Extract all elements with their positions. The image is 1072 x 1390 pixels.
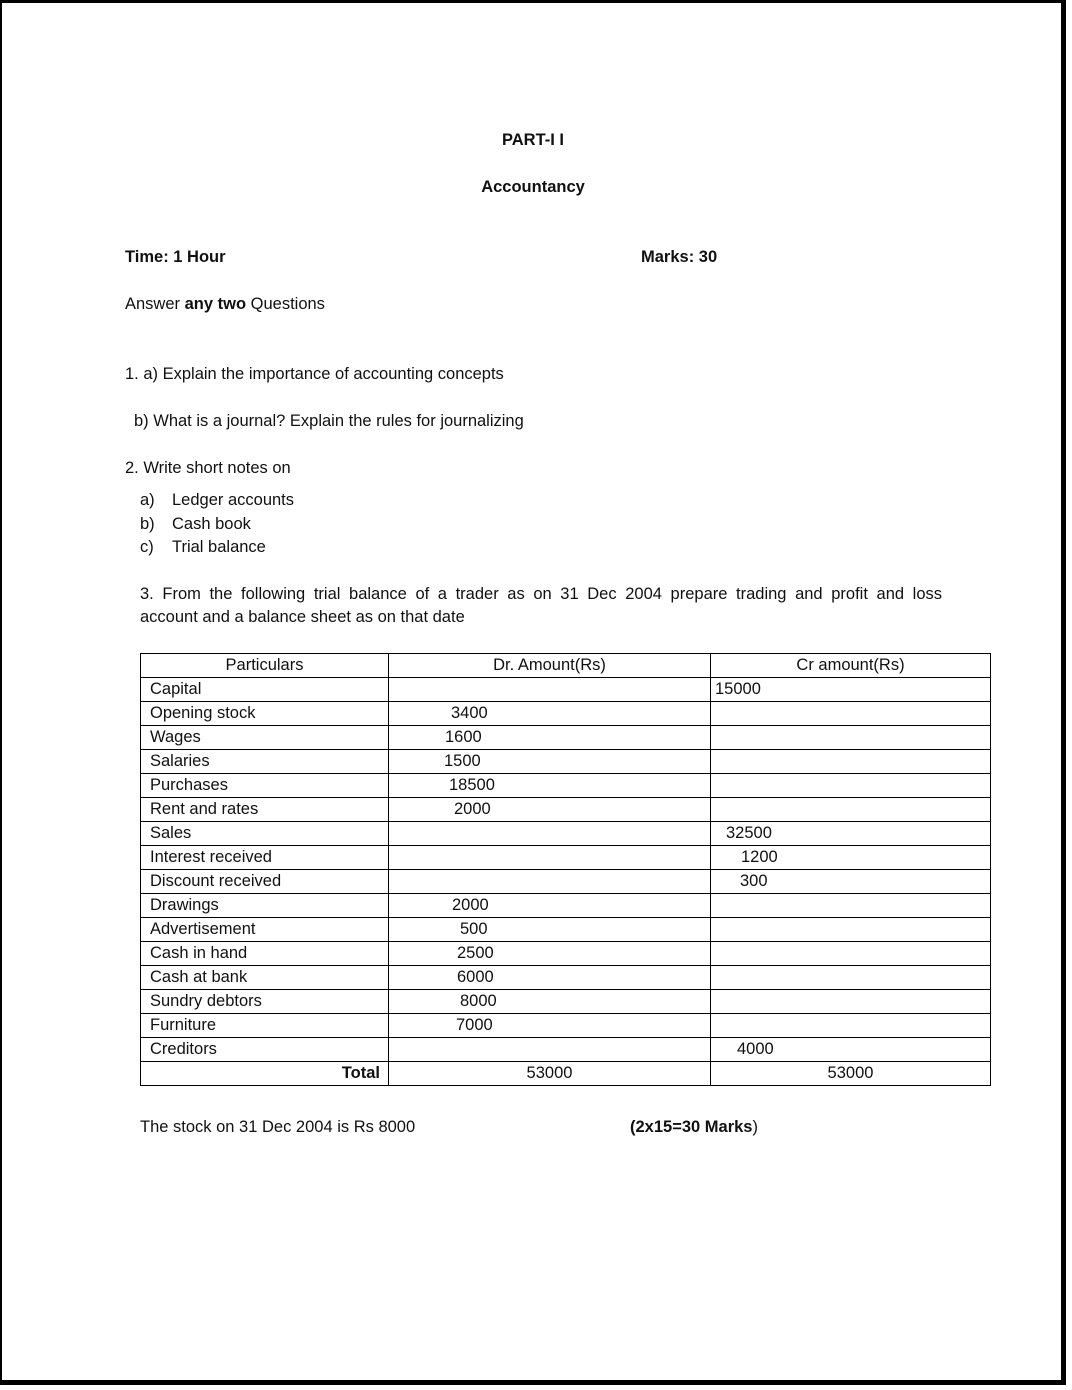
cell-dr: 2000 xyxy=(389,798,711,822)
part-heading: PART-I I xyxy=(501,131,565,149)
total-dr: 53000 xyxy=(389,1062,711,1086)
table-row xyxy=(141,942,991,966)
instruction-post: Questions xyxy=(246,295,325,313)
cell-dr: 7000 xyxy=(389,1014,711,1038)
cell-cr xyxy=(711,702,991,726)
cell-dr: 8000 xyxy=(389,990,711,1014)
total-cr: 53000 xyxy=(711,1062,991,1086)
cell-cr: 4000 xyxy=(711,1038,991,1062)
stock-note: The stock on 31 Dec 2004 is Rs 8000 xyxy=(140,1118,416,1136)
table-row xyxy=(141,1014,991,1038)
instruction xyxy=(125,295,325,314)
cell-dr: 500 xyxy=(389,918,711,942)
cell-cr xyxy=(711,798,991,822)
cell-particular: Interest received xyxy=(141,846,389,870)
cell-dr xyxy=(389,870,711,894)
cell-cr xyxy=(711,774,991,798)
question-1b: b) What is a journal? Explain the rules for journalizing xyxy=(134,412,524,430)
cell-cr xyxy=(711,990,991,1014)
cell-cr xyxy=(711,942,991,966)
list-item-text: Cash book xyxy=(172,515,251,533)
header-particulars: Particulars xyxy=(141,654,389,678)
table-row xyxy=(141,750,991,774)
table-row xyxy=(141,870,991,894)
cell-particular: Opening stock xyxy=(141,702,389,726)
cell-dr: 6000 xyxy=(389,966,711,990)
cell-cr xyxy=(711,918,991,942)
list-item-text: Ledger accounts xyxy=(172,491,295,509)
table-row xyxy=(141,966,991,990)
cell-particular: Furniture xyxy=(141,1014,389,1038)
table-row xyxy=(141,774,991,798)
cell-dr: 2500 xyxy=(389,942,711,966)
trial-balance-table xyxy=(140,653,991,1086)
cell-particular: Creditors xyxy=(141,1038,389,1062)
table-total-row xyxy=(141,1062,991,1086)
cell-particular: Advertisement xyxy=(141,918,389,942)
cell-cr: 32500 xyxy=(711,822,991,846)
list-item-letter: b) xyxy=(140,515,155,533)
table-row xyxy=(141,702,991,726)
table-row xyxy=(141,678,991,702)
total-marks xyxy=(630,1118,758,1137)
table-row xyxy=(141,822,991,846)
cell-cr xyxy=(711,1014,991,1038)
cell-particular: Cash at bank xyxy=(141,966,389,990)
cell-dr xyxy=(389,846,711,870)
cell-particular: Rent and rates xyxy=(141,798,389,822)
cell-dr: 1600 xyxy=(389,726,711,750)
marks-open: ( xyxy=(630,1118,636,1136)
cell-dr xyxy=(389,1038,711,1062)
marks-bold: 2x15=30 Marks xyxy=(635,1118,753,1136)
table-row xyxy=(141,726,991,750)
time-label: Time: 1 Hour xyxy=(125,248,226,266)
list-item-letter: c) xyxy=(140,538,154,556)
cell-cr xyxy=(711,894,991,918)
instruction-pre: Answer xyxy=(125,295,185,313)
cell-cr xyxy=(711,726,991,750)
cell-cr: 1200 xyxy=(711,846,991,870)
cell-dr xyxy=(389,822,711,846)
cell-particular: Sales xyxy=(141,822,389,846)
cell-dr: 1500 xyxy=(389,750,711,774)
cell-cr xyxy=(711,966,991,990)
question-3-line2: account and a balance sheet as on that date xyxy=(140,608,465,626)
cell-particular: Capital xyxy=(141,678,389,702)
question-2: 2. Write short notes on xyxy=(125,459,291,477)
cell-particular: Discount received xyxy=(141,870,389,894)
cell-particular: Purchases xyxy=(141,774,389,798)
list-item xyxy=(140,538,266,557)
cell-dr: 18500 xyxy=(389,774,711,798)
list-item-text: Trial balance xyxy=(172,538,266,556)
cell-cr xyxy=(711,750,991,774)
cell-dr: 2000 xyxy=(389,894,711,918)
cell-dr: 3400 xyxy=(389,702,711,726)
cell-particular: Wages xyxy=(141,726,389,750)
table-row xyxy=(141,846,991,870)
header-dr-amount: Dr. Amount(Rs) xyxy=(389,654,711,678)
cell-dr xyxy=(389,678,711,702)
cell-particular: Cash in hand xyxy=(141,942,389,966)
list-item xyxy=(140,515,251,534)
cell-cr: 15000 xyxy=(711,678,991,702)
table-row xyxy=(141,990,991,1014)
question-3-line1: 3. From the following trial balance of a trader as on 31 Dec 2004 prepare trading and profit and loss xyxy=(140,585,942,603)
total-label: Total xyxy=(141,1062,389,1086)
header-cr-amount: Cr amount(Rs) xyxy=(711,654,991,678)
table-row xyxy=(141,798,991,822)
cell-particular: Sundry debtors xyxy=(141,990,389,1014)
table-header-row xyxy=(141,654,991,678)
cell-particular: Salaries xyxy=(141,750,389,774)
table-row xyxy=(141,918,991,942)
marks-label: Marks: 30 xyxy=(641,248,718,266)
table-row xyxy=(141,1038,991,1062)
instruction-bold: any two xyxy=(184,295,247,313)
question-1a: 1. a) Explain the importance of accounting concepts xyxy=(125,365,504,383)
subject-title: Accountancy xyxy=(481,178,585,196)
marks-close: ) xyxy=(752,1118,758,1136)
table-row xyxy=(141,894,991,918)
cell-particular: Drawings xyxy=(141,894,389,918)
list-item-letter: a) xyxy=(140,491,155,509)
cell-cr: 300 xyxy=(711,870,991,894)
list-item xyxy=(140,491,294,510)
